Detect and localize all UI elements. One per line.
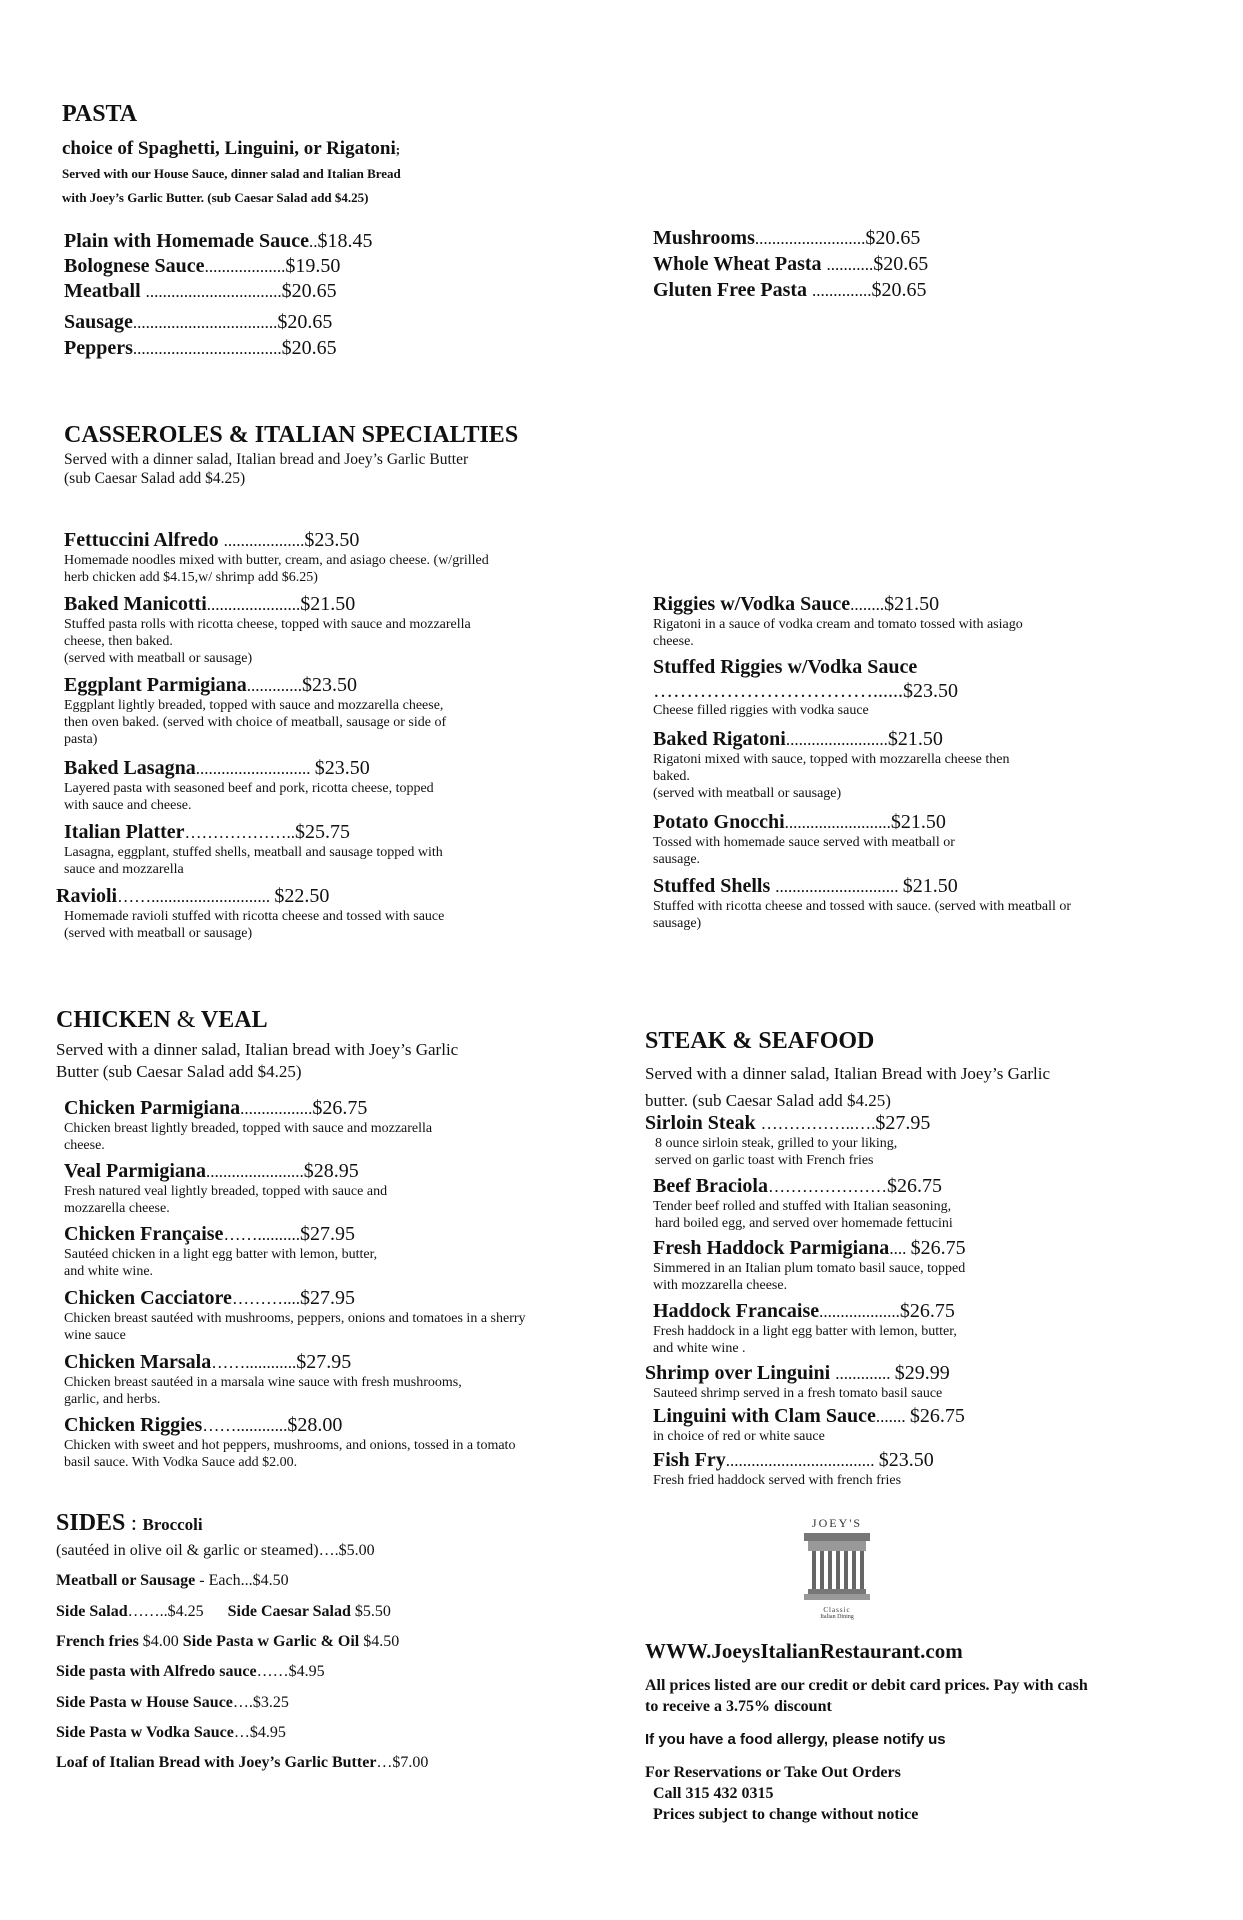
- menu-item: Stuffed Riggies w/Vodka Sauce ……………………………......$23.50 Cheese filled riggies with vodka sauce: [653, 656, 958, 718]
- menu-item: Potato Gnocchi.........................$21.50 Tossed with homemade sauce served with meatball or sausage.: [653, 811, 955, 867]
- item-description: Chicken breast sautéed in a marsala wine sauce with fresh mushrooms,: [64, 1375, 462, 1390]
- menu-item: Sirloin Steak ……………..….$27.95 8 ounce sirloin steak, grilled to your liking, served on garlic toast with French fries: [645, 1112, 931, 1168]
- menu-item: Fish Fry................................... $23.50 Fresh fried haddock served with french fries: [653, 1449, 934, 1488]
- logo-tagline: Classic: [823, 1606, 851, 1614]
- menu-item: Fettuccini Alfredo ...................$23.50 Homemade noodles mixed with butter, cream, and asiago cheese. (w/grilled herb chicken add $4.15,w/ shrimp add $6.25): [64, 529, 489, 585]
- item-description: sauce and mozzarella: [64, 862, 184, 877]
- item-description: in choice of red or white sauce: [653, 1429, 825, 1444]
- item-description: Eggplant lightly breaded, topped with sauce and mozzarella cheese,: [64, 698, 444, 713]
- item-description: Rigatoni in a sauce of vodka cream and tomato tossed with asiago: [653, 617, 1023, 632]
- menu-item: Meatball ................................$20.65: [64, 280, 337, 302]
- sides-salads: Side Salad……..$4.25 Side Caesar Salad $5.50: [56, 1603, 391, 1620]
- chicken-veal-heading: CHICKEN & VEAL: [56, 1007, 268, 1033]
- item-description: with sauce and cheese.: [64, 798, 192, 813]
- item-description: then oven baked. (served with choice of meatball, sausage or side of: [64, 715, 447, 730]
- menu-item: Beef Braciola…………………$26.75 Tender beef rolled and stuffed with Italian seasoning, hard boiled egg, and served over homemade fettucini: [653, 1175, 953, 1231]
- steak-seafood-heading: STEAK & SEAFOOD: [645, 1028, 875, 1054]
- sides-house-sauce: Side Pasta w House Sauce….$3.25: [56, 1694, 289, 1711]
- menu-item: Chicken Française……..........$27.95 Sautéed chicken in a light egg batter with lemon, butter, and white wine.: [64, 1223, 378, 1279]
- column-icon: [798, 1531, 876, 1601]
- menu-item: Plain with Homemade Sauce..$18.45: [64, 230, 373, 252]
- cash-discount-note-2: to receive a 3.75% discount: [645, 1698, 832, 1715]
- casseroles-intro-line2: (sub Caesar Salad add $4.25): [64, 470, 246, 487]
- item-description: cheese, then baked.: [64, 634, 173, 649]
- menu-item: Sausage..................................$20.65: [64, 311, 333, 333]
- website-link[interactable]: WWW.JoeysItalianRestaurant.com: [645, 1639, 963, 1663]
- item-description: and white wine .: [653, 1341, 746, 1356]
- menu-item: Chicken Parmigiana.................$26.75 Chicken breast lightly breaded, topped with sauce and mozzarella cheese.: [64, 1097, 433, 1153]
- item-description: wine sauce: [64, 1328, 126, 1343]
- menu-item: Baked Manicotti......................$21.50 Stuffed pasta rolls with ricotta cheese, topped with sauce and mozzarella cheese, then baked. (served with meatball or sausage): [64, 593, 471, 666]
- item-description: Layered pasta with seasoned beef and pork, ricotta cheese, topped: [64, 781, 434, 796]
- menu-item: Veal Parmigiana.......................$28.95 Fresh natured veal lightly breaded, topped with sauce and mozzarella cheese.: [64, 1160, 388, 1216]
- cash-discount-note: All prices listed are our credit or debit card prices. Pay with cash: [645, 1677, 1088, 1694]
- phone-number[interactable]: Call 315 432 0315: [653, 1785, 774, 1802]
- item-description: Chicken breast lightly breaded, topped with sauce and mozzarella: [64, 1121, 433, 1136]
- item-description: pasta): [64, 732, 98, 747]
- menu-item: Bolognese Sauce...................$19.50: [64, 255, 341, 277]
- item-description: with mozzarella cheese.: [653, 1278, 788, 1293]
- pasta-intro: choice of Spaghetti, Linguini, or Rigatoni;: [62, 138, 401, 159]
- menu-item: Riggies w/Vodka Sauce........$21.50 Rigatoni in a sauce of vodka cream and tomato tossed with asiago cheese.: [653, 593, 1023, 649]
- item-description: sausage.: [653, 852, 701, 867]
- sides-vodka-sauce: Side Pasta w Vodka Sauce…$4.95: [56, 1724, 286, 1741]
- sides-broccoli-detail: (sautéed in olive oil & garlic or steamed)….$5.00: [56, 1542, 375, 1559]
- menu-item: Chicken Marsala……............$27.95 Chicken breast sautéed in a marsala wine sauce with fresh mushrooms, garlic, and herbs.: [64, 1351, 462, 1407]
- menu-item: Whole Wheat Pasta ...........$20.65: [653, 253, 929, 275]
- item-description: garlic, and herbs.: [64, 1392, 161, 1407]
- item-description: (served with meatball or sausage): [64, 651, 253, 666]
- prices-note: Prices subject to change without notice: [653, 1806, 919, 1823]
- steak-intro: Served with a dinner salad, Italian Bread with Joey’s Garlic: [645, 1064, 1051, 1083]
- menu-item: Peppers...................................$20.65: [64, 337, 337, 359]
- menu-item: Chicken Cacciatore………....$27.95 Chicken breast sautéed with mushrooms, peppers, onions and tomatoes in a sherry wine sauce: [64, 1287, 526, 1343]
- menu-item: Gluten Free Pasta ..............$20.65: [653, 279, 927, 301]
- item-description: Sauteed shrimp served in a fresh tomato basil sauce: [653, 1386, 943, 1401]
- chicken-intro-line2: Butter (sub Caesar Salad add $4.25): [56, 1062, 302, 1081]
- item-description: Cheese filled riggies with vodka sauce: [653, 703, 869, 718]
- item-description: Sautéed chicken in a light egg batter with lemon, butter,: [64, 1247, 378, 1262]
- chicken-intro: Served with a dinner salad, Italian bread with Joey’s Garlic: [56, 1040, 459, 1059]
- item-description: Chicken with sweet and hot peppers, mushrooms, and onions, tossed in a tomato: [64, 1438, 516, 1453]
- item-description: herb chicken add $4.15,w/ shrimp add $6.25): [64, 570, 318, 585]
- item-description: mozzarella cheese.: [64, 1201, 170, 1216]
- item-description: Stuffed with ricotta cheese and tossed with sauce. (served with meatball or: [653, 899, 1072, 914]
- menu-item: Eggplant Parmigiana.............$23.50 Eggplant lightly breaded, topped with sauce and mozzarella cheese, then oven baked. (served with choice of meatball, sausage or side of pasta): [64, 674, 447, 747]
- item-description: cheese.: [653, 634, 694, 649]
- item-description: Fresh natured veal lightly breaded, topped with sauce and: [64, 1184, 388, 1199]
- logo-tagline-2: Italian Dining: [820, 1614, 854, 1620]
- item-description: Fresh fried haddock served with french fries: [653, 1473, 902, 1488]
- menu-item: Baked Lasagna........................... $23.50 Layered pasta with seasoned beef and pork, ricotta cheese, topped with sauce and cheese.: [64, 757, 434, 813]
- item-description: Homemade noodles mixed with butter, cream, and asiago cheese. (w/grilled: [64, 553, 489, 568]
- logo-name: JOEY'S: [811, 1516, 863, 1530]
- sides-fries-pasta: French fries $4.00 Side Pasta w Garlic & Oil $4.50: [56, 1633, 400, 1650]
- menu-item: Ravioli……............................ $22.50 Homemade ravioli stuffed with ricotta cheese and tossed with sauce (served with meatball or sausage): [56, 885, 445, 941]
- restaurant-logo: [798, 1516, 876, 1620]
- item-description: Fresh haddock in a light egg batter with lemon, butter,: [653, 1324, 957, 1339]
- item-description: cheese.: [64, 1138, 105, 1153]
- sides-loaf: Loaf of Italian Bread with Joey’s Garlic Butter…$7.00: [56, 1754, 429, 1771]
- menu-item: Chicken Riggies……............$28.00 Chicken with sweet and hot peppers, mushrooms, and onions, tossed in a tomato basil sauce. With Vodka Sauce add $2.00.: [64, 1414, 516, 1470]
- menu-item: Fresh Haddock Parmigiana.... $26.75 Simmered in an Italian plum tomato basil sauce, topped with mozzarella cheese.: [653, 1237, 966, 1293]
- item-description: (served with meatball or sausage): [653, 786, 842, 801]
- casseroles-intro: Served with a dinner salad, Italian bread and Joey’s Garlic Butter: [64, 451, 469, 468]
- pasta-intro-line3: with Joey’s Garlic Butter. (sub Caesar Salad add $4.25): [62, 190, 369, 205]
- casseroles-heading: CASSEROLES & ITALIAN SPECIALTIES: [64, 422, 519, 448]
- menu-item: Baked Rigatoni........................$21.50 Rigatoni mixed with sauce, topped with mozzarella cheese then baked. (served with meatball or sausage): [653, 728, 1010, 801]
- sides-alfredo: Side pasta with Alfredo sauce……$4.95: [56, 1663, 325, 1680]
- menu-item: Shrimp over Linguini ............. $29.99 Sauteed shrimp served in a fresh tomato basil sauce: [645, 1362, 950, 1401]
- steak-intro-line2: butter. (sub Caesar Salad add $4.25): [645, 1091, 891, 1110]
- item-description: Tender beef rolled and stuffed with Italian seasoning,: [653, 1199, 952, 1214]
- reservations-label: For Reservations or Take Out Orders: [645, 1764, 901, 1781]
- item-description: 8 ounce sirloin steak, grilled to your liking,: [655, 1136, 898, 1151]
- sides-heading: SIDES : Broccoli: [56, 1510, 203, 1536]
- allergy-note: If you have a food allergy, please notify us: [645, 1731, 946, 1748]
- item-description: Tossed with homemade sauce served with meatball or: [653, 835, 955, 850]
- pasta-intro-line2: Served with our House Sauce, dinner salad and Italian Bread: [62, 166, 401, 181]
- sides-meatball: Meatball or Sausage - Each...$4.50: [56, 1572, 289, 1589]
- item-description: hard boiled egg, and served over homemade fettucini: [655, 1216, 953, 1231]
- pasta-heading: PASTA: [62, 101, 138, 127]
- menu-item: Stuffed Shells ............................. $21.50 Stuffed with ricotta cheese and tossed with sauce. (served with meatball or sausage): [653, 875, 1072, 931]
- item-description: Lasagna, eggplant, stuffed shells, meatball and sausage topped with: [64, 845, 443, 860]
- item-description: basil sauce. With Vodka Sauce add $2.00.: [64, 1455, 298, 1470]
- item-description: served on garlic toast with French fries: [655, 1153, 874, 1168]
- menu-item: Linguini with Clam Sauce....... $26.75 in choice of red or white sauce: [653, 1405, 965, 1444]
- item-description: and white wine.: [64, 1264, 154, 1279]
- menu-item: Italian Platter………………..$25.75 Lasagna, eggplant, stuffed shells, meatball and sausage topped with sauce and mozzarella: [64, 821, 443, 877]
- menu-item: Mushrooms..........................$20.65: [653, 227, 921, 249]
- item-description: Stuffed pasta rolls with ricotta cheese, topped with sauce and mozzarella: [64, 617, 471, 632]
- item-description: Simmered in an Italian plum tomato basil sauce, topped: [653, 1261, 966, 1276]
- item-description: Homemade ravioli stuffed with ricotta cheese and tossed with sauce: [64, 909, 445, 924]
- item-description: baked.: [653, 769, 690, 784]
- item-description: (served with meatball or sausage): [64, 926, 253, 941]
- item-description: Rigatoni mixed with sauce, topped with mozzarella cheese then: [653, 752, 1010, 767]
- item-description: Chicken breast sautéed with mushrooms, peppers, onions and tomatoes in a sherry: [64, 1311, 526, 1326]
- item-description: sausage): [653, 916, 702, 931]
- menu-item: Haddock Francaise...................$26.75 Fresh haddock in a light egg batter with lemon, butter, and white wine .: [653, 1300, 957, 1356]
